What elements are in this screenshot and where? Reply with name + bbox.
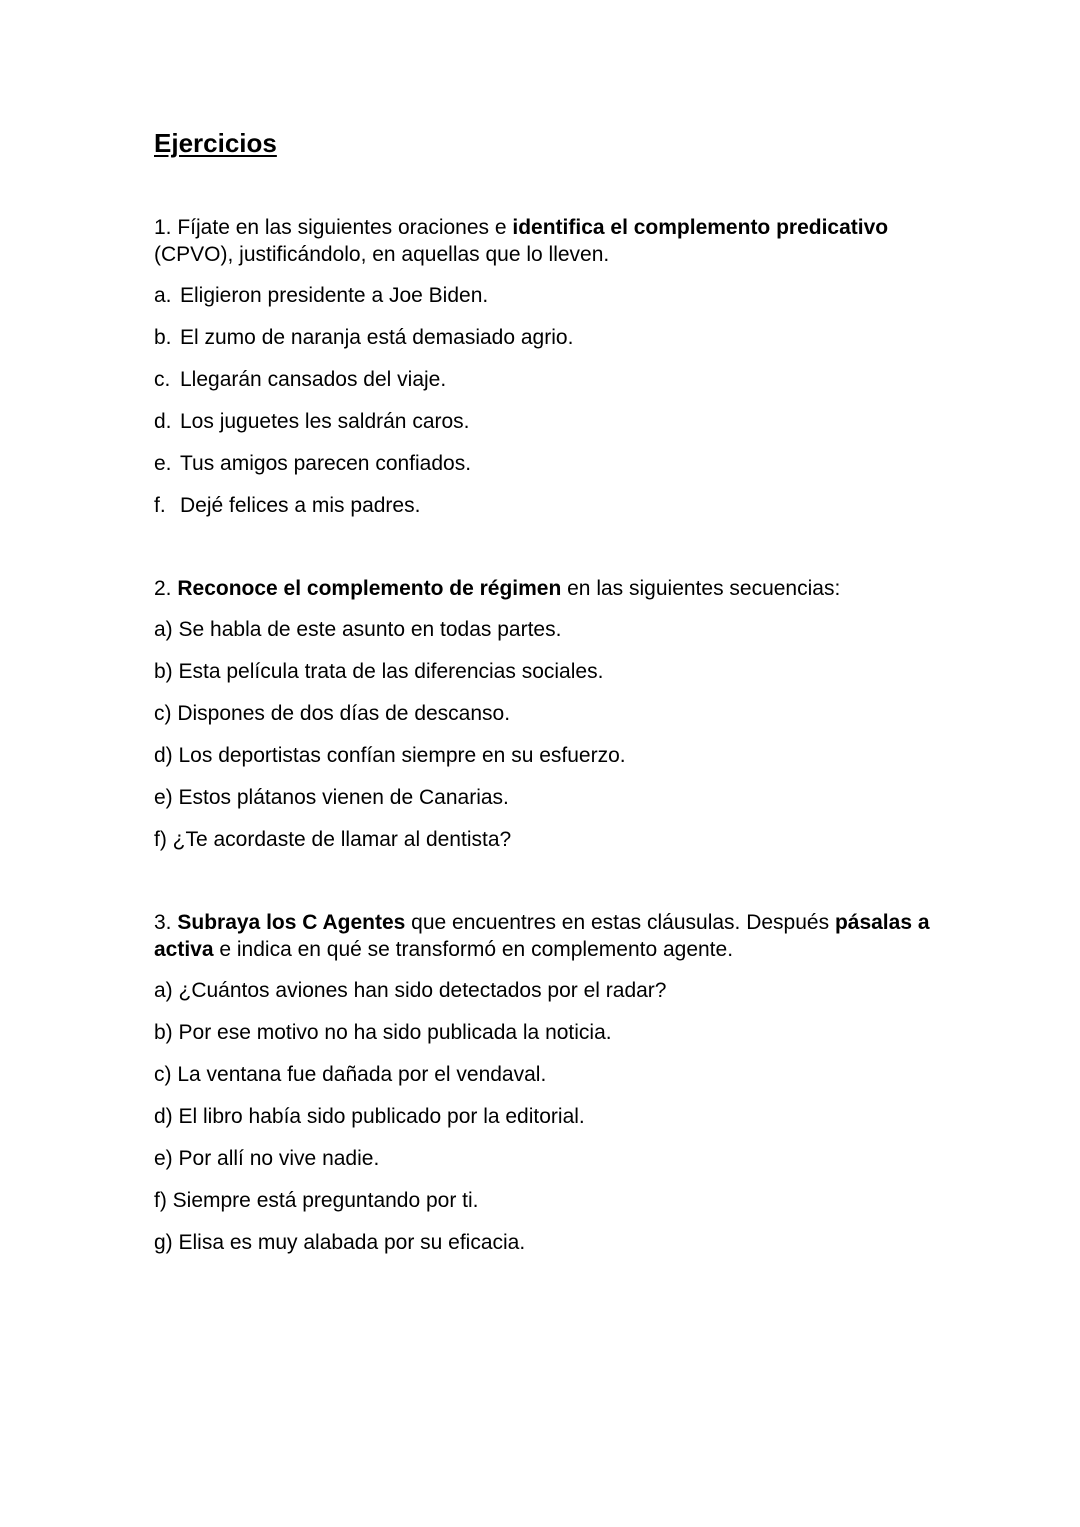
exercise-2 (154, 575, 944, 853)
list-item (154, 408, 944, 435)
list-item: g) Elisa es muy alabada por su eficacia. (154, 1231, 526, 1254)
exercise-3-list (154, 977, 944, 1256)
exercise-1-prompt-text: 1. Fíjate en las siguientes oraciones e (154, 216, 513, 239)
list-item: f) Siempre está preguntando por ti. (154, 1189, 479, 1212)
exercise-1-list (154, 282, 944, 519)
exercise-1-prompt-text: (CPVO), justificándolo, en aquellas que lo lleven. (154, 243, 610, 266)
list-item: c) Dispones de dos días de descanso. (154, 702, 511, 725)
item-text: Llegarán cansados del viaje. (180, 368, 447, 391)
exercise-3 (154, 909, 944, 1256)
item-text: Dejé felices a mis padres. (180, 494, 421, 517)
item-letter: a. (154, 284, 172, 307)
list-item: d) Los deportistas confían siempre en su esfuerzo. (154, 744, 626, 767)
list-item: e) Por allí no vive nadie. (154, 1147, 380, 1170)
exercise-2-prompt-bold: Reconoce el complemento de régimen (177, 577, 562, 600)
exercise-3-prompt (154, 909, 944, 963)
item-letter: e. (154, 452, 172, 475)
exercise-3-prompt-text: que encuentres en estas cláusulas. Después (405, 911, 835, 934)
exercise-2-prompt (154, 575, 944, 602)
list-item (154, 282, 944, 309)
list-item: b) Esta película trata de las diferencias sociales. (154, 660, 604, 683)
exercise-1 (154, 214, 944, 519)
list-item: d) El libro había sido publicado por la editorial. (154, 1105, 585, 1128)
item-letter: f. (154, 494, 166, 517)
exercise-2-prompt-text: 2. (154, 577, 178, 600)
item-text: Eligieron presidente a Joe Biden. (180, 284, 489, 307)
list-item: f) ¿Te acordaste de llamar al dentista? (154, 828, 512, 851)
list-item: c) La ventana fue dañada por el vendaval. (154, 1063, 547, 1086)
exercise-2-list (154, 616, 944, 853)
document-page (154, 126, 944, 1256)
list-item (154, 450, 944, 477)
exercise-3-prompt-text: e indica en qué se transformó en complemento agente. (213, 938, 734, 961)
list-item: a) ¿Cuántos aviones han sido detectados por el radar? (154, 979, 667, 1002)
item-letter: d. (154, 410, 172, 433)
list-item: e) Estos plátanos vienen de Canarias. (154, 786, 509, 809)
item-text: El zumo de naranja está demasiado agrio. (180, 326, 574, 349)
item-letter: b. (154, 326, 172, 349)
exercise-1-prompt-bold: identifica el complemento predicativo (512, 216, 889, 239)
item-text: Los juguetes les saldrán caros. (180, 410, 470, 433)
exercise-3-prompt-bold: Subraya los C Agentes (177, 911, 406, 934)
exercise-1-prompt (154, 214, 944, 268)
exercise-2-prompt-text: en las siguientes secuencias: (561, 577, 841, 600)
item-text: Tus amigos parecen confiados. (180, 452, 472, 475)
list-item: b) Por ese motivo no ha sido publicada la noticia. (154, 1021, 612, 1044)
list-item (154, 366, 944, 393)
page-title: Ejercicios (154, 128, 277, 158)
list-item (154, 492, 944, 519)
exercise-3-prompt-bold: pásalas a activa (154, 911, 930, 961)
list-item: a) Se habla de este asunto en todas partes. (154, 618, 562, 641)
list-item (154, 324, 944, 351)
exercise-3-prompt-text: 3. (154, 911, 178, 934)
item-letter: c. (154, 368, 171, 391)
